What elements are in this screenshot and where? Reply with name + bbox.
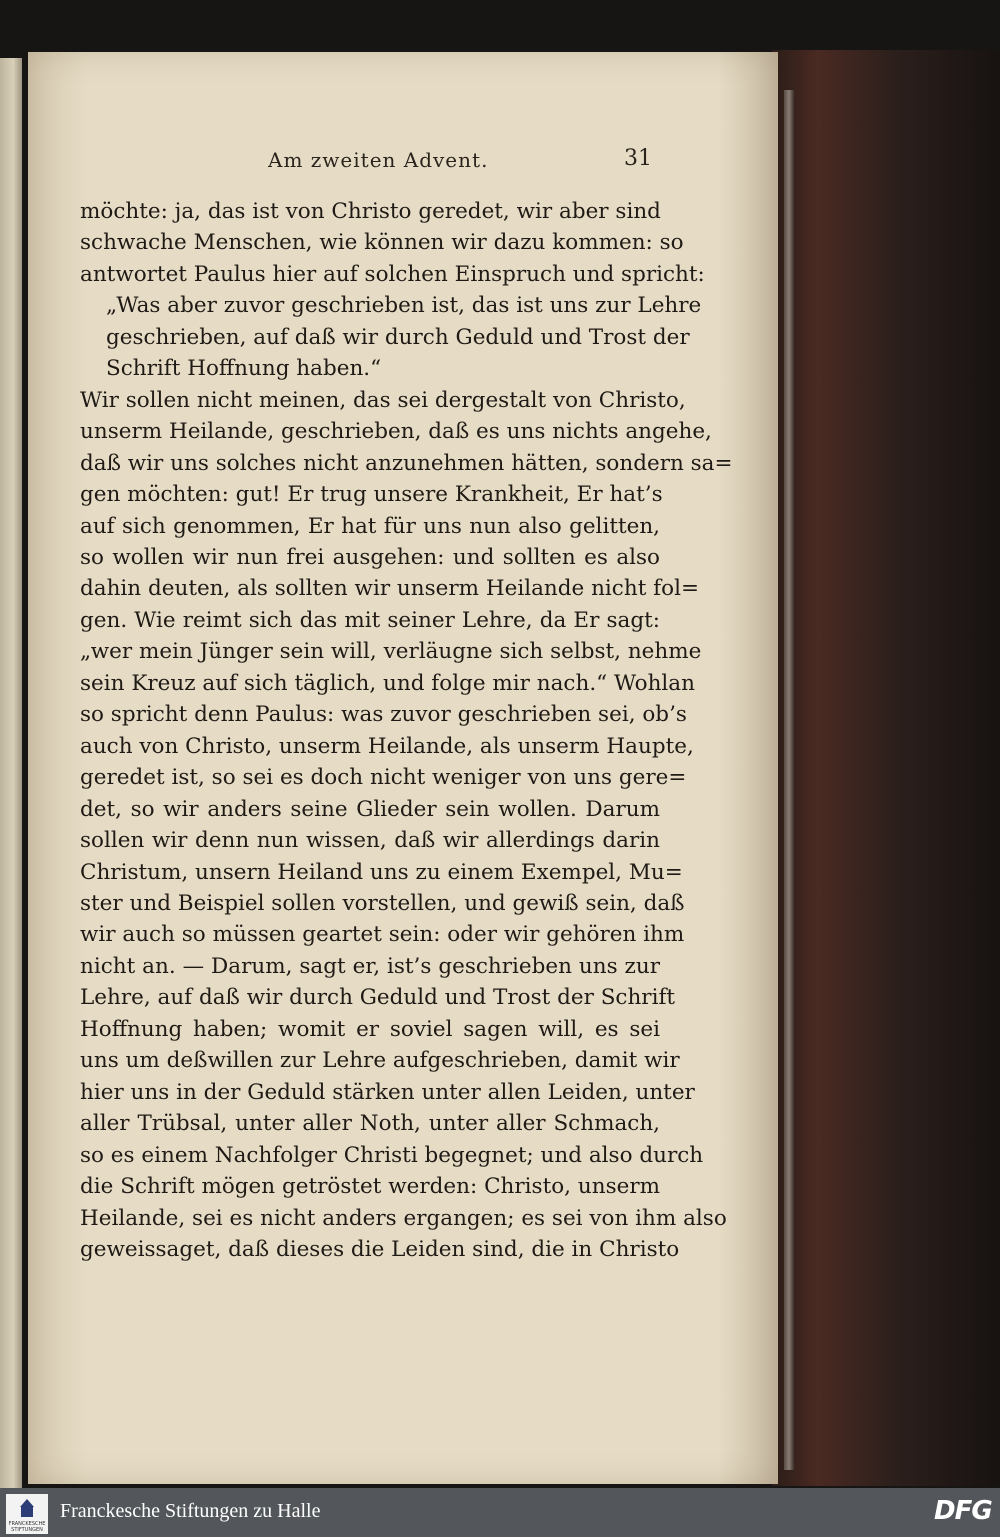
text-line: auf sich genommen, Er hat für uns nun also gelitten, xyxy=(80,513,660,539)
dfg-logo-icon[interactable]: DFG xyxy=(934,1496,992,1526)
text-line: dahin deuten, als sollten wir unserm Heilande nicht fol= xyxy=(80,576,699,602)
cover-edge xyxy=(784,90,794,1470)
text-line: sein Kreuz auf sich täglich, und folge mir nach.“ Wohlan xyxy=(80,670,695,696)
text-line: nicht an. — Darum, sagt er, ist’s geschrieben uns zur xyxy=(80,953,660,979)
text-line: so es einem Nachfolger Christi begegnet; und also durch xyxy=(80,1142,704,1168)
text-line: unserm Heilande, geschrieben, daß es uns nichts angehe, xyxy=(80,419,712,445)
text-line: geweissaget, daß dieses die Leiden sind, die in Christo xyxy=(80,1236,680,1262)
text-line: gen. Wie reimt sich das mit seiner Lehre, da Er sagt: xyxy=(80,607,660,633)
text-line: wir auch so müssen geartet sein: oder wir gehören ihm xyxy=(80,922,685,948)
text-line: möchte: ja, das ist von Christo geredet, wir aber sind xyxy=(80,199,661,224)
text-line: det, so wir anders seine Glieder sein wollen. Darum xyxy=(80,796,660,822)
text-line: sollen wir denn nun wissen, daß wir allerdings darin xyxy=(80,828,660,854)
text-line: geredet ist, so sei es doch nicht weniger von uns gere= xyxy=(80,765,687,791)
text-line: ster und Beispiel sollen vorstellen, und gewiß sein, daß xyxy=(80,890,685,916)
running-head: Am zweiten Advent. xyxy=(268,148,489,172)
text-line: uns um deßwillen zur Lehre aufgeschrieben, damit wir xyxy=(80,1048,680,1074)
text-line: Schrift Hoffnung haben.“ xyxy=(106,356,382,382)
text-line: Wir sollen nicht meinen, das sei dergestalt von Christo, xyxy=(80,387,686,413)
text-line: so spricht denn Paulus: was zuvor geschrieben sei, ob’s xyxy=(80,702,687,728)
text-line: daß wir uns solches nicht anzunehmen hätten, sondern sa= xyxy=(80,450,733,476)
text-line: antwortet Paulus hier auf solchen Einspruch und spricht: xyxy=(80,261,705,287)
footer-label: Franckesche Stiftungen zu Halle xyxy=(60,1500,321,1522)
logo-roof-shape xyxy=(20,1499,34,1507)
text-line: „Was aber zuvor geschrieben ist, das ist uns zur Lehre xyxy=(106,293,702,319)
text-line: Heilande, sei es nicht anders ergangen; es sei von ihm also xyxy=(80,1205,727,1231)
text-line: geschrieben, auf daß wir durch Geduld und Trost der xyxy=(106,324,690,350)
page-number: 31 xyxy=(624,146,652,171)
left-page-edge xyxy=(0,58,22,1490)
text-line: Christum, unsern Heiland uns zu einem Exempel, Mu= xyxy=(80,859,683,885)
book-cover xyxy=(772,50,1000,1486)
text-line: „wer mein Jünger sein will, verläugne sich selbst, nehme xyxy=(80,639,702,665)
text-line: gen möchten: gut! Er trug unsere Krankheit, Er hat’s xyxy=(80,482,663,508)
text-line: so wollen wir nun frei ausgehen: und sollten es also xyxy=(80,544,660,570)
logo-building-shape xyxy=(21,1507,33,1517)
footer-bar xyxy=(0,1488,1000,1537)
text-line: schwache Menschen, wie können wir dazu kommen: so xyxy=(80,230,684,256)
text-line: auch von Christo, unserm Heilande, als unserm Haupte, xyxy=(80,733,694,759)
text-line: aller Trübsal, unter aller Noth, unter aller Schmach, xyxy=(80,1111,660,1137)
franckesche-logo-icon[interactable] xyxy=(6,1494,48,1534)
logo-text: FRANCKESCHE STIFTUNGEN xyxy=(8,1521,46,1533)
text-line: hier uns in der Geduld stärken unter allen Leiden, unter xyxy=(80,1079,695,1105)
text-line: die Schrift mögen getröstet werden: Christo, unserm xyxy=(80,1174,660,1200)
page-text xyxy=(80,196,733,1265)
text-line: Hoffnung haben; womit er soviel sagen will, es sei xyxy=(80,1016,660,1042)
text-line: Lehre, auf daß wir durch Geduld und Trost der Schrift xyxy=(80,985,676,1011)
